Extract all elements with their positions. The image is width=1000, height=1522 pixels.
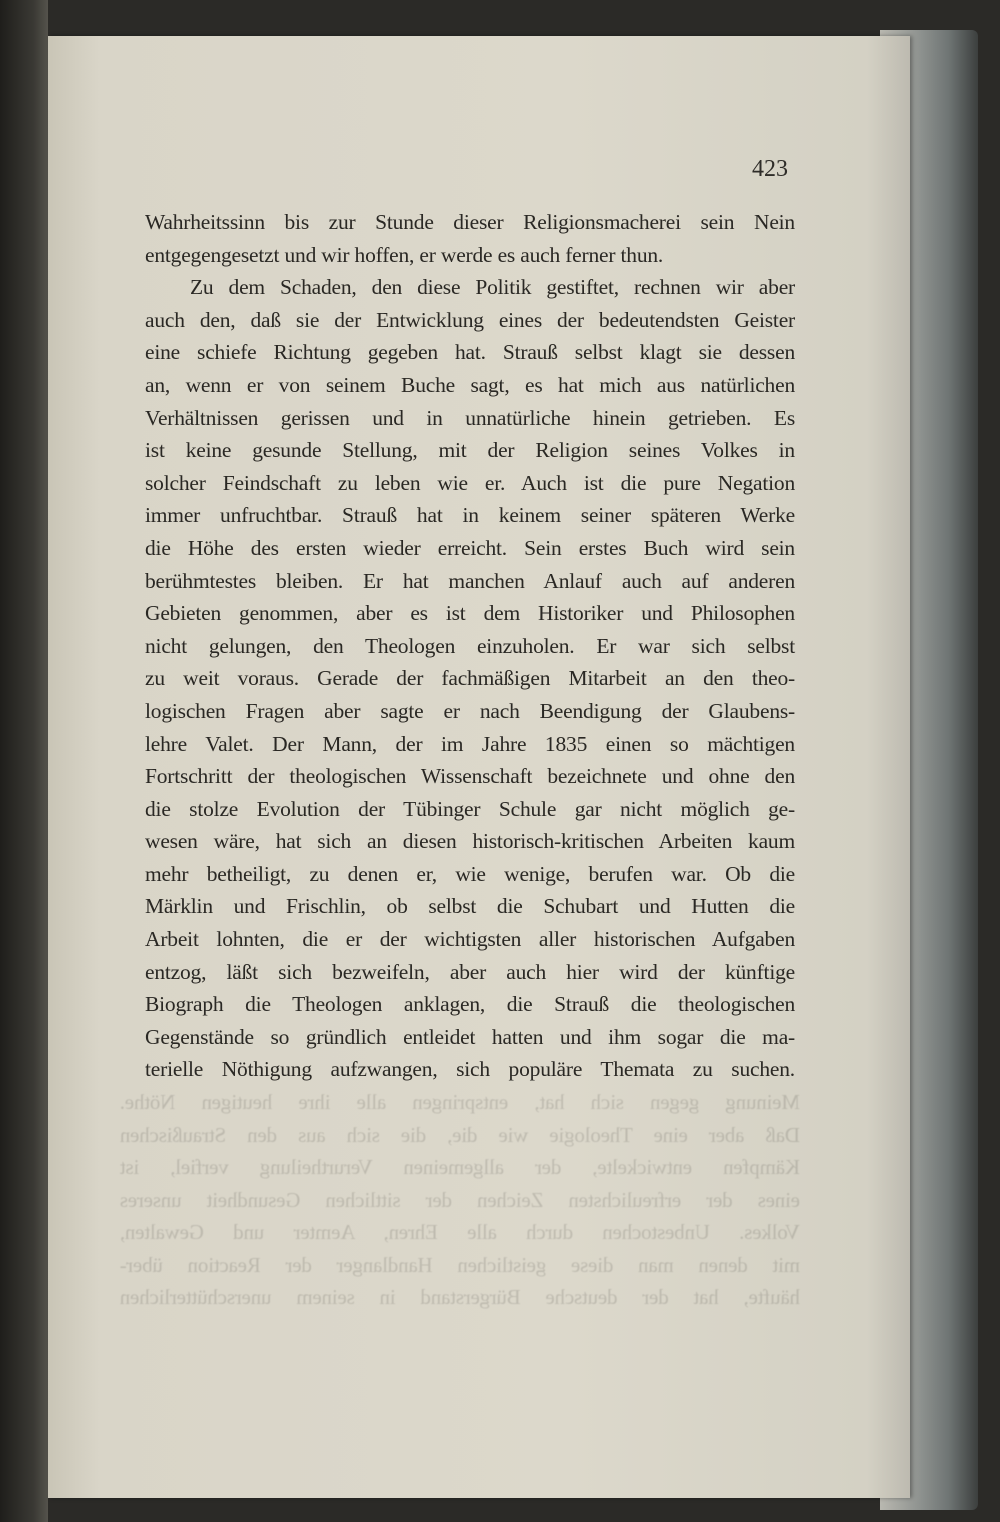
text-line: solcher Feindschaft zu leben wie er. Auch ist die pure Negation bbox=[145, 470, 795, 495]
text-line: Märklin und Frischlin, ob selbst die Schubart und Hutten die bbox=[145, 894, 795, 919]
text-line: zu weit voraus. Gerade der fachmäßigen Mitarbeit an den theo- bbox=[145, 666, 795, 691]
body-text bbox=[145, 206, 795, 1086]
show-through-line: eines der erfreulichsten Zeichen der sittlichen Gesundheit unseres bbox=[120, 1187, 800, 1212]
show-through-line: Daß aber eine Theologie wie die, die sich aus den Straußischen bbox=[120, 1122, 800, 1147]
text-line: Gegenstände so gründlich entleidet hatten und ihm sogar die ma- bbox=[145, 1024, 795, 1049]
text-line: lehre Valet. Der Mann, der im Jahre 1835 einen so mächtigen bbox=[145, 731, 795, 756]
text-line: immer unfruchtbar. Strauß hat in keinem seiner späteren Werke bbox=[145, 503, 795, 528]
text-line: Zu dem Schaden, den diese Politik gestiftet, rechnen wir aber bbox=[190, 275, 795, 300]
show-through-text bbox=[120, 1086, 800, 1314]
text-line: mehr betheiligt, zu denen er, wie wenige, berufen war. Ob die bbox=[145, 861, 795, 886]
show-through-line: häufte, hat der deutsche Bürgerstand in seinem unerschütterlichen bbox=[120, 1285, 800, 1309]
text-line: eine schiefe Richtung gegeben hat. Strauß selbst klagt sie dessen bbox=[145, 340, 795, 365]
text-line: ist keine gesunde Stellung, mit der Religion seines Volkes in bbox=[145, 438, 795, 463]
show-through-line: Volkes. Unbestochen durch alle Ehren, Aemter und Gewalten, bbox=[120, 1220, 800, 1244]
text-line: Gebieten genommen, aber es ist dem Historiker und Philosophen bbox=[145, 601, 795, 626]
text-line: Biograph die Theologen anklagen, die Strauß die theologischen bbox=[145, 992, 795, 1017]
text-line: nicht gelungen, den Theologen einzuholen. Er war sich selbst bbox=[145, 633, 795, 658]
text-line: Wahrheitssinn bis zur Stunde dieser Religionsmacherei sein Nein bbox=[145, 210, 795, 234]
book-spine-shadow bbox=[0, 0, 48, 1522]
text-line: Fortschritt der theologischen Wissenschaft bezeichnete und ohne den bbox=[145, 764, 795, 789]
text-line: terielle Nöthigung aufzwangen, sich populäre Themata zu suchen. bbox=[145, 1057, 795, 1082]
text-line: die stolze Evolution der Tübinger Schule gar nicht möglich ge- bbox=[145, 796, 795, 821]
text-line: wesen wäre, hat sich an diesen historisch-kritischen Arbeiten kaum bbox=[145, 829, 795, 854]
text-line: berühmtestes bleiben. Er hat manchen Anlauf auch auf anderen bbox=[145, 568, 795, 593]
show-through-line: Kämpfen entwickelte, der allgemeinen Verurtheilung verfiel, ist bbox=[120, 1155, 800, 1179]
page-number: 423 bbox=[752, 156, 788, 182]
text-line: entgegengesetzt und wir hoffen, er werde es auch ferner thun. bbox=[145, 242, 664, 267]
text-line: entzog, läßt sich bezweifeln, aber auch hier wird der künftige bbox=[145, 959, 795, 984]
text-line: logischen Fragen aber sagte er nach Beendigung der Glaubens- bbox=[145, 698, 795, 723]
text-line: auch den, daß sie der Entwicklung eines der bedeutendsten Geister bbox=[145, 307, 795, 332]
show-through-line: Meinung gegen sich hat, entspringen alle ihre heutigen Nöthe. bbox=[120, 1090, 800, 1114]
text-line: Arbeit lohnten, die er der wichtigsten aller historischen Aufgaben bbox=[145, 927, 795, 952]
text-line: an, wenn er von seinem Buche sagt, es hat mich aus natürlichen bbox=[145, 372, 795, 397]
text-line: die Höhe des ersten wieder erreicht. Sein erstes Buch wird sein bbox=[145, 535, 795, 560]
text-line: Verhältnissen gerissen und in unnatürliche hinein getrieben. Es bbox=[145, 405, 795, 430]
show-through-line: mit denen man diese geistlichen Handlanger der Reaction über- bbox=[120, 1252, 800, 1277]
